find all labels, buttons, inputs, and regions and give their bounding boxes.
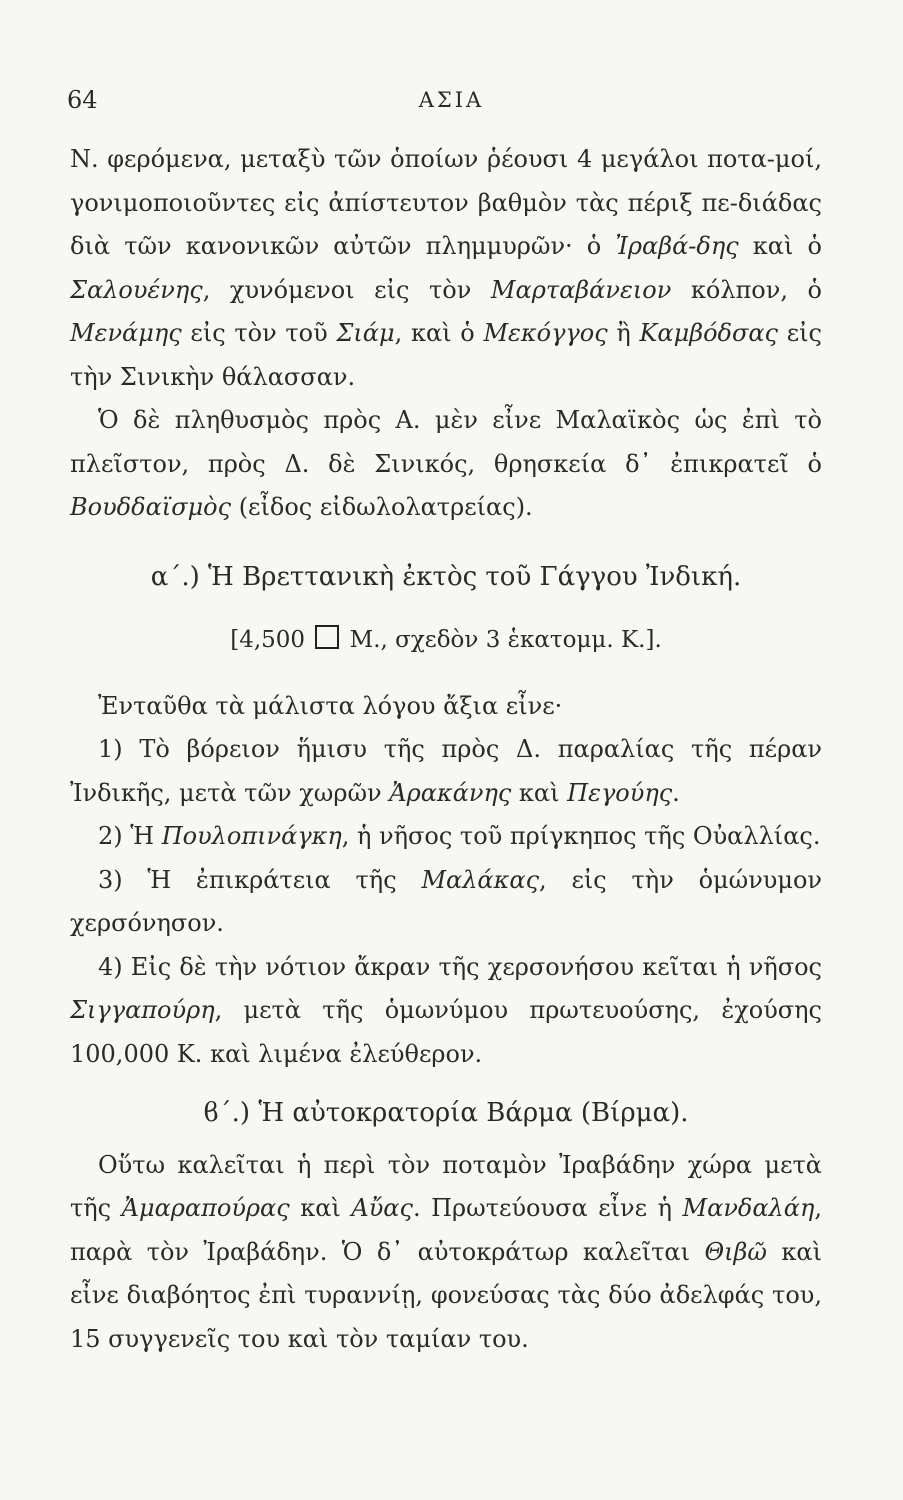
list-item xyxy=(70,859,822,946)
italic-term: Σαλουένης xyxy=(70,275,203,304)
italic-term: Καμβόδσας xyxy=(639,319,778,347)
italic-term: Μαλάκας xyxy=(421,865,540,894)
text-run: καὶ εἶνε διαβόητος ἐπὶ τυραννίῃ, φονεύσας τὰς δύο ἀδελφάς του, 15 συγγενεῖς του καὶ τὸν ταμίαν του. xyxy=(70,1237,822,1353)
text-run: καὶ xyxy=(511,778,568,807)
italic-term: Μαρταβάνειον xyxy=(490,275,672,304)
text-run: , μετὰ τῆς ὁμωνύμου πρωτευούσης, ἐχούσης 100,000 Κ. καὶ λιμένα ἐλεύθερον. xyxy=(70,996,822,1068)
text-run: καὶ xyxy=(289,1194,352,1222)
intro-paragraph-2 xyxy=(70,399,822,530)
square-unit-icon xyxy=(315,625,339,649)
italic-term: Μενάμης xyxy=(70,319,182,347)
text-run: , ἡ νῆσος τοῦ πρίγκηπος τῆς Οὐαλλίας. xyxy=(341,822,821,850)
italic-term: Ἀμαραπούρας xyxy=(121,1194,290,1222)
italic-term: δης xyxy=(696,232,739,260)
text-run: , εἰς τὴν ὁμώνυμον χερσόνησον. xyxy=(70,865,823,937)
text-run: , παρὰ τὸν Ἰραβάδην. Ὁ δ᾽ αὐτοκράτωρ καλεῖται xyxy=(70,1194,822,1266)
text-run: . Πρωτεύουσα εἶνε ἡ xyxy=(412,1194,683,1222)
italic-term: Μανδαλάη xyxy=(682,1194,815,1222)
list-item xyxy=(70,815,822,859)
text-run: 2) Ἡ xyxy=(98,822,162,850)
text-run: 3) Ἡ ἐπικράτεια τῆς xyxy=(98,865,422,894)
text-run: . xyxy=(672,778,680,807)
italic-term: Βουδδαϊσμὸς xyxy=(70,493,232,521)
section-a-lead: Ἐνταῦθα τὰ μάλιστα λόγου ἄξια εἶνε· xyxy=(98,691,563,720)
text-run: 1) Τὸ βόρειον ἥμισυ τῆς πρὸς Δ. παραλίας τῆς πέραν Ἰνδικῆς, μετὰ τῶν χωρῶν xyxy=(70,735,822,807)
intro-paragraph-1 xyxy=(70,138,822,399)
section-b-title: ϐ΄.) Ἡ αὐτοκρατορία Βάρμα (Βίρμα). xyxy=(203,1098,689,1128)
text-run: ἢ xyxy=(607,319,640,347)
italic-term: Ἰραβά- xyxy=(615,232,697,260)
italic-term: Σιγγαπούρη xyxy=(70,996,215,1024)
text-run: μοί, γονιμοποιοῦντες εἰς ἀπίστευτον βαθμὸν τὰς πέριξ πε- xyxy=(70,145,822,217)
italic-term: Μεκόγγος xyxy=(483,319,608,347)
italic-term: Πεγούης xyxy=(567,778,673,807)
page-number: 64 xyxy=(67,86,98,114)
text-run: καὶ ὁ xyxy=(738,232,822,260)
italic-term: Σιάμ xyxy=(336,319,395,347)
section-b-paragraph xyxy=(70,1144,822,1362)
text-run: Οὕτω καλεῖται ἡ περὶ τὸν ποταμὸν Ἰραβάδην χώρα μετὰ τῆς xyxy=(70,1150,822,1222)
italic-term: Ἀρακάνης xyxy=(389,778,512,807)
text-run: 4) Εἰς δὲ τὴν νότιον ἄκραν τῆς χερσονήσου κεῖται ἡ νῆσος xyxy=(98,952,822,981)
italic-term: Θιβῶ xyxy=(704,1237,767,1266)
text-run: εἰς τὸν τοῦ xyxy=(181,319,337,347)
text-run: Ὁ δὲ πληθυσμὸς πρὸς Α. μὲν εἶνε Μαλαϊκὸς ὡς ἐπὶ τὸ πλεῖστον, πρὸς Δ. δὲ Σινικός, θρησκεία δ᾽ ἐπικρατεῖ ὁ xyxy=(70,406,822,478)
section-a-title: α΄.) Ἡ Βρεττανικὴ ἐκτὸς τοῦ Γάγγου Ἰνδική. xyxy=(150,561,742,592)
text-run: κόλπον, ὁ xyxy=(671,275,823,304)
text-run: διάδας διὰ τῶν κανονικῶν αὐτῶν πλημμυρῶν· ὁ xyxy=(70,188,822,260)
text-run: Ν. φερόμενα, μεταξὺ τῶν ὁποίων ῥέουσι 4 μεγάλοι ποτα- xyxy=(70,145,775,173)
text-run: , χυνόμενοι εἰς τὸν xyxy=(202,275,491,304)
stats-area: [4,500 xyxy=(230,627,306,653)
text-run: (εἶδος εἰδωλολατρείας). xyxy=(231,493,533,521)
italic-term: Αὔας xyxy=(351,1194,413,1222)
text-run: εἰς τὴν Σινικὴν θάλασσαν. xyxy=(70,319,822,391)
page-body xyxy=(70,138,822,1361)
stats-population: Μ., σχεδὸν 3 ἑκατομμ. Κ.]. xyxy=(349,627,662,653)
text-run: , καὶ ὁ xyxy=(394,319,484,347)
section-a-stats xyxy=(70,619,822,663)
list-item xyxy=(70,946,822,1077)
page-header xyxy=(0,86,903,122)
italic-term: Πουλοπινάγκη xyxy=(161,822,342,850)
list-item xyxy=(70,728,822,815)
running-head: ΑΣΙΑ xyxy=(418,88,485,112)
